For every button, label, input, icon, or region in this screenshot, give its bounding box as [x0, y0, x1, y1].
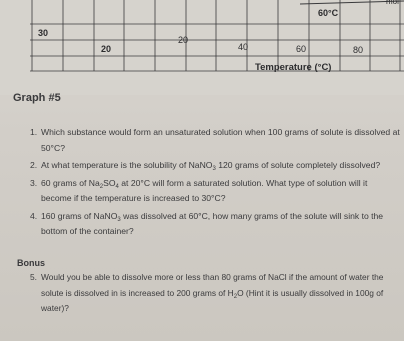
question-4 — [15, 209, 400, 240]
question-text-part: SO — [103, 177, 116, 188]
question-number: 5. — [30, 272, 37, 282]
corner-mark: moi — [386, 0, 399, 6]
question-number: 3. — [30, 177, 38, 188]
question-text-part: O (Hint it is usually dissolved in 100g of water)? — [41, 287, 384, 313]
x-tick-40: 40 — [238, 42, 249, 52]
bonus-heading: Bonus — [17, 258, 45, 268]
bonus-text — [15, 270, 403, 317]
corner-label: 60°C — [318, 8, 339, 18]
graph-heading: Graph #5 — [13, 92, 61, 104]
y-tick-30: 30 — [38, 28, 49, 38]
question-list — [15, 125, 400, 242]
question-text-part: 120 grams of solute completely dissolved? — [215, 160, 381, 170]
question-text-part: 160 grams of NaNO — [41, 210, 118, 221]
question-text-part: at 20°C will form a saturated solution. What type of solution will it become if the temperature is increased to 30°C? — [41, 177, 368, 203]
subscript: 3 — [117, 216, 121, 223]
x-tick-80: 80 — [353, 45, 364, 55]
question-2 — [15, 158, 400, 174]
question-5-bonus — [15, 270, 403, 317]
question-text-part: was dissolved at 60°C, how many grams of the solute will sink to the bottom of the container? — [41, 210, 384, 236]
question-text-part: Would you be able to dissolve more or less than 80 grams of NaCl if the amount of water the solute is dissolved in is increased to 200 grams of H — [41, 272, 384, 298]
subscript: 3 — [212, 166, 216, 172]
question-1 — [15, 125, 400, 156]
question-text: Which substance would form an unsaturated solution when 100 grams of solute is dissolved at 50°C? — [41, 127, 400, 153]
question-number: 1. — [30, 127, 38, 137]
x-axis-title: Temperature (°C) — [255, 62, 332, 73]
subscript: 4 — [115, 183, 119, 190]
question-text-part: At what temperature is the solubility of NaNO — [41, 160, 213, 170]
x-tick-20: 20 — [178, 35, 189, 45]
question-text-part: 60 grams of Na — [41, 177, 100, 188]
subscript: 2 — [99, 183, 104, 190]
solubility-graph — [0, 0, 404, 95]
subscript: 2 — [233, 293, 238, 300]
question-number: 2. — [30, 160, 38, 170]
graph-grid — [0, 0, 404, 95]
question-number: 4. — [30, 210, 38, 221]
y-tick-20: 20 — [101, 44, 112, 54]
x-tick-60: 60 — [296, 44, 307, 54]
question-3 — [15, 176, 400, 207]
